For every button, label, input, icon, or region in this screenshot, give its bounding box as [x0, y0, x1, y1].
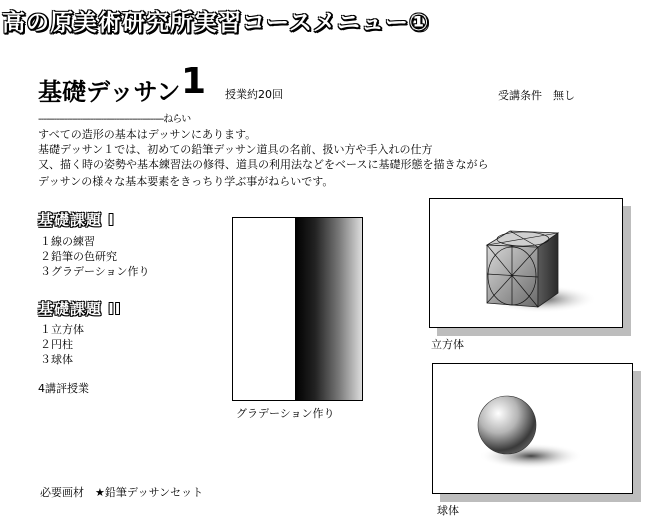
sphere-drawing-image [432, 363, 633, 494]
list-item: ３球体 [40, 353, 73, 366]
cube-drawing-image [429, 198, 623, 328]
aim-line: すべての造形の基本はデッサンにあります。 [38, 128, 257, 141]
sphere-drawing-svg [433, 364, 632, 493]
course-number: 1 [181, 61, 207, 102]
section-title-basic-1: 基礎課題 I [38, 211, 115, 229]
gradation-caption: グラデーション作り [236, 407, 335, 420]
list-item: ３グラデーション作り [40, 265, 150, 278]
gradation-fill [295, 218, 362, 400]
cube-drawing-svg [430, 199, 622, 327]
list-item: ２円柱 [40, 338, 73, 351]
list-item: ２鉛筆の色研究 [40, 250, 117, 263]
list-item: １線の練習 [40, 235, 95, 248]
aim-divider: ------------------------------------------------ねらい [38, 114, 191, 125]
list-item: １立方体 [40, 323, 84, 336]
section-title-basic-2: 基礎課題 II [38, 300, 122, 318]
cube-caption: 立方体 [431, 338, 464, 351]
aim-line: 基礎デッサン１では、初めての鉛筆デッサン道具の名前、扱い方や手入れの仕方 [38, 143, 433, 156]
sphere-caption: 球体 [437, 504, 459, 517]
enrollment-conditions: 受講条件 無し [498, 89, 575, 102]
review-lesson: 4講評授業 [38, 382, 89, 395]
aim-line: デッサンの様々な基本要素をきっちり学ぶ事がねらいです。 [38, 175, 334, 188]
required-materials: 必要画材 ★鉛筆デッサンセット [40, 486, 204, 499]
course-title: 基礎デッサン [38, 78, 181, 106]
gradation-illustration [232, 217, 363, 401]
page-banner-title: 高の原美術研究所実習コースメニュー① [2, 10, 430, 36]
lesson-count: 授業約20回 [225, 88, 283, 101]
aim-line: 又、描く時の姿勢や基本練習法の修得、道具の利用法などをベースに基礎形態を描きながら [38, 158, 489, 171]
